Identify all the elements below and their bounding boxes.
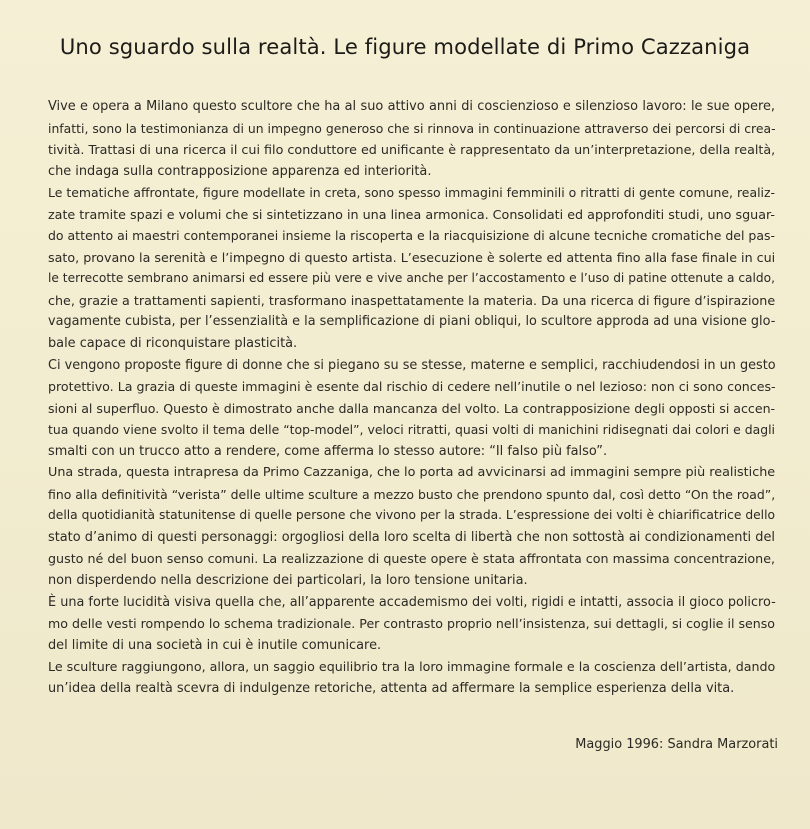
text-line: un’idea della realtà scevra di indulgenze retoriche, attenta ad affermare la semplice esperienza della vita. — [48, 680, 735, 696]
text-line: che indaga sulla contrapposizione apparenza ed interiorità. — [48, 163, 432, 179]
text-line: do attento ai maestri contemporanei insieme la riscoperta e la riacquisizione di alcune tecniche cromatiche del pas- — [48, 228, 775, 244]
text-line: Una strada, questa intrapresa da Primo Cazzaniga, che lo porta ad avvicinarsi ad immagini sempre più realistiche — [48, 465, 776, 481]
text-line: vagamente cubista, per l’essenzialità e la semplificazione di piani obliqui, lo scultore approda ad una visione glo- — [48, 314, 776, 330]
text-line: che, grazie a trattamenti sapienti, trasformano inaspettatamente la materia. Da una ricerca di figure d’ispirazione — [48, 292, 776, 308]
article-body — [48, 96, 775, 699]
text-line: sato, provano la serenità e l’impegno di questo artista. L’esecuzione è solerte ed attenta fino alla fase finale in cui — [48, 249, 776, 265]
text-line: Ci vengono proposte figure di donne che si piegano su se stesse, materne e semplici, racchiudendosi in un gesto — [48, 357, 776, 373]
text-line: tività. Trattasi di una ricerca il cui filo conduttore ed unificante è rappresentato da un’interpretazione, della realtà, — [48, 142, 776, 158]
text-line: mo delle vesti rompendo lo schema tradizionale. Per contrasto proprio nell’insistenza, sui dettagli, si coglie il senso — [48, 616, 775, 632]
signature: Maggio 1996: Sandra Marzorati — [575, 737, 778, 752]
text-line: Le sculture raggiungono, allora, un saggio equilibrio tra la loro immagine formale e la coscienza dell’artista, dando — [48, 659, 776, 675]
text-line: zate tramite spazi e volumi che si sintetizzano in una linea armonica. Consolidati ed approfonditi studi, uno sguar- — [48, 206, 775, 222]
text-line: infatti, sono la testimonianza di un impegno generoso che si rinnova in continuazione attraverso dei percorsi di crea- — [48, 120, 776, 136]
text-line: della quotidianità statunitense di quelle persone che vivono per la strada. L’espressione dei volti è chiarificatrice dello — [48, 508, 775, 523]
page-title: Uno sguardo sulla realtà. Le figure modellate di Primo Cazzaniga — [59, 34, 751, 59]
text-line: stato d’animo di questi personaggi: orgogliosi della loro scelta di libertà che non sottostà ai condizionamenti del — [48, 529, 775, 545]
text-line: Vive e opera a Milano questo scultore che ha al suo attivo anni di coscienzioso e silenzioso lavoro: le sue opere, — [48, 99, 775, 114]
text-line: bale capace di riconquistare plasticità. — [48, 336, 298, 352]
text-line: fino alla definitività “verista” delle ultime sculture a mezzo busto che prendono spunto dal, così detto “On the road”, — [48, 486, 776, 502]
text-line: tua quando viene svolto il tema delle “top-model”, veloci ritratti, quasi volti di manichini ridisegnati dai colori e dagli — [48, 422, 775, 438]
text-line: le terrecotte sembrano animarsi ed essere più vere e vive anche per l’accostamento e l’uso di patine ottenute a caldo, — [48, 271, 775, 286]
text-line: protettivo. La grazia di queste immagini è esente dal rischio di cedere nell’inutile o nel lezioso: non ci sono conces- — [48, 379, 776, 395]
text-line: gusto né del buon senso comuni. La realizzazione di queste opere è stata affrontata con massima concentrazione, — [48, 551, 776, 567]
text-line: Le tematiche affrontate, figure modellate in creta, sono spesso immagini femminili o ritratti di gente comune, realiz- — [48, 185, 775, 201]
text-line: È una forte lucidità visiva quella che, all’apparente accademismo dei volti, rigidi e intatti, associa il gioco policro- — [48, 594, 776, 610]
text-line: del limite di una società in cui è inutile comunicare. — [48, 637, 382, 653]
text-line: sioni al superfluo. Questo è dimostrato anche dalla mancanza del volto. La contrapposizione degli opposti si accen- — [48, 400, 776, 416]
text-line: non disperdendo nella descrizione dei particolari, la loro tensione unitaria. — [48, 573, 528, 589]
text-line: smalti con un trucco atto a rendere, come afferma lo stesso autore: “Il falso più falso”. — [48, 443, 608, 459]
